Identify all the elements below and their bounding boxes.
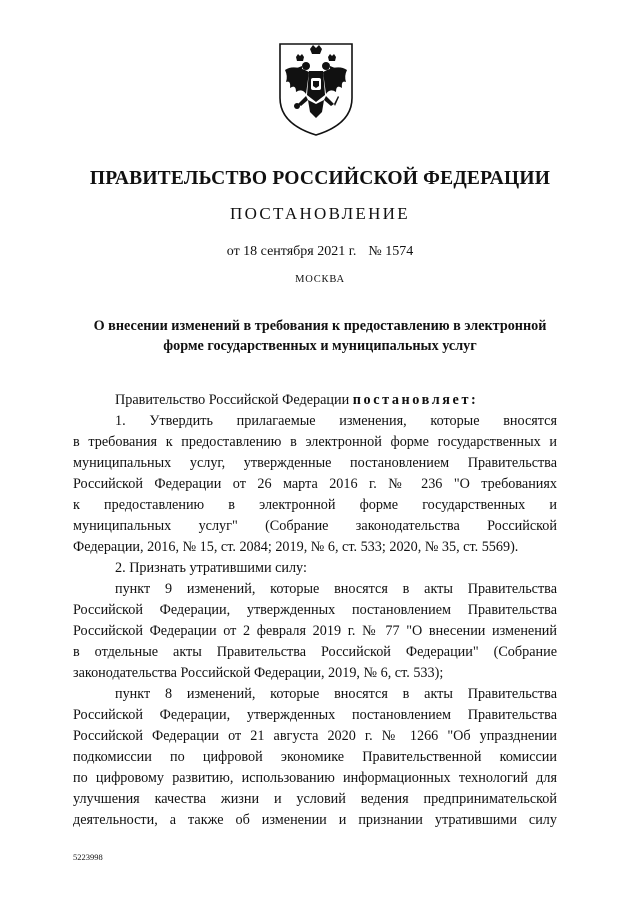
coat-of-arms-emblem <box>276 40 356 138</box>
government-title: ПРАВИТЕЛЬСТВО РОССИЙСКОЙ ФЕДЕРАЦИИ <box>89 168 551 189</box>
body-line: Российской Федерации, утвержденных постановлением Правительства <box>73 707 557 723</box>
body-line: к предоставлению в электронной форме государственных и <box>73 497 557 513</box>
document-date-line <box>0 244 640 260</box>
body-line: Российской Федерации от 21 августа 2020 г. № 1266 "Об упразднении <box>73 728 557 744</box>
document-type: ПОСТАНОВЛЕНИЕ <box>230 204 410 223</box>
heading-line-1: О внесении изменений в требования к предоставлению в электронной <box>93 318 547 334</box>
body-line: Российской Федерации от 2 февраля 2019 г. № 77 "О внесении изменений <box>73 623 557 639</box>
body-line: пункт 9 изменений, которые вносятся в акты Правительства <box>115 581 557 597</box>
document-date: от 18 сентября 2021 г. <box>226 244 357 259</box>
body-line: пункт 8 изменений, которые вносятся в акты Правительства <box>115 686 557 702</box>
preamble-text: Правительство Российской Федерации <box>115 392 350 408</box>
body-line: муниципальных услуг, утвержденные постановлением Правительства <box>73 455 557 471</box>
body-line: в требования к предоставлению в электронной форме государственных и <box>73 434 557 450</box>
preamble-verb: постановляет: <box>352 392 479 408</box>
heading-line-2: форме государственных и муниципальных услуг <box>163 338 477 354</box>
body-line: 2. Признать утратившими силу: <box>115 560 307 576</box>
body-line: по цифровому развитию, использованию информационных технологий для <box>73 770 557 786</box>
preamble <box>115 390 557 411</box>
body-line: 1. Утвердить прилагаемые изменения, которые вносятся <box>115 413 557 429</box>
body-line: улучшения качества жизни и условий ведения предпринимательской <box>73 791 557 807</box>
document-number: № 1574 <box>368 244 414 259</box>
body-line: Российской Федерации от 26 марта 2016 г. № 236 "О требованиях <box>73 476 557 492</box>
document-heading <box>60 316 580 356</box>
document-city: МОСКВА <box>295 274 345 285</box>
body-line: муниципальных услуг" (Собрание законодательства Российской <box>73 518 557 534</box>
body-line: Российской Федерации, утвержденных постановлением Правительства <box>73 602 557 618</box>
footer-document-code: 5223998 <box>73 852 103 862</box>
body-line: Федерации, 2016, № 15, ст. 2084; 2019, № 6, ст. 533; 2020, № 35, ст. 5569). <box>73 539 519 555</box>
body-line: подкомиссии по цифровой экономике Правительственной комиссии <box>73 749 557 765</box>
body-line: законодательства Российской Федерации, 2019, № 6, ст. 533); <box>73 665 444 681</box>
body-line: в отдельные акты Правительства Российской Федерации" (Собрание <box>73 644 557 660</box>
body-line: деятельности, а также об изменении и признании утратившими силу <box>73 812 557 828</box>
